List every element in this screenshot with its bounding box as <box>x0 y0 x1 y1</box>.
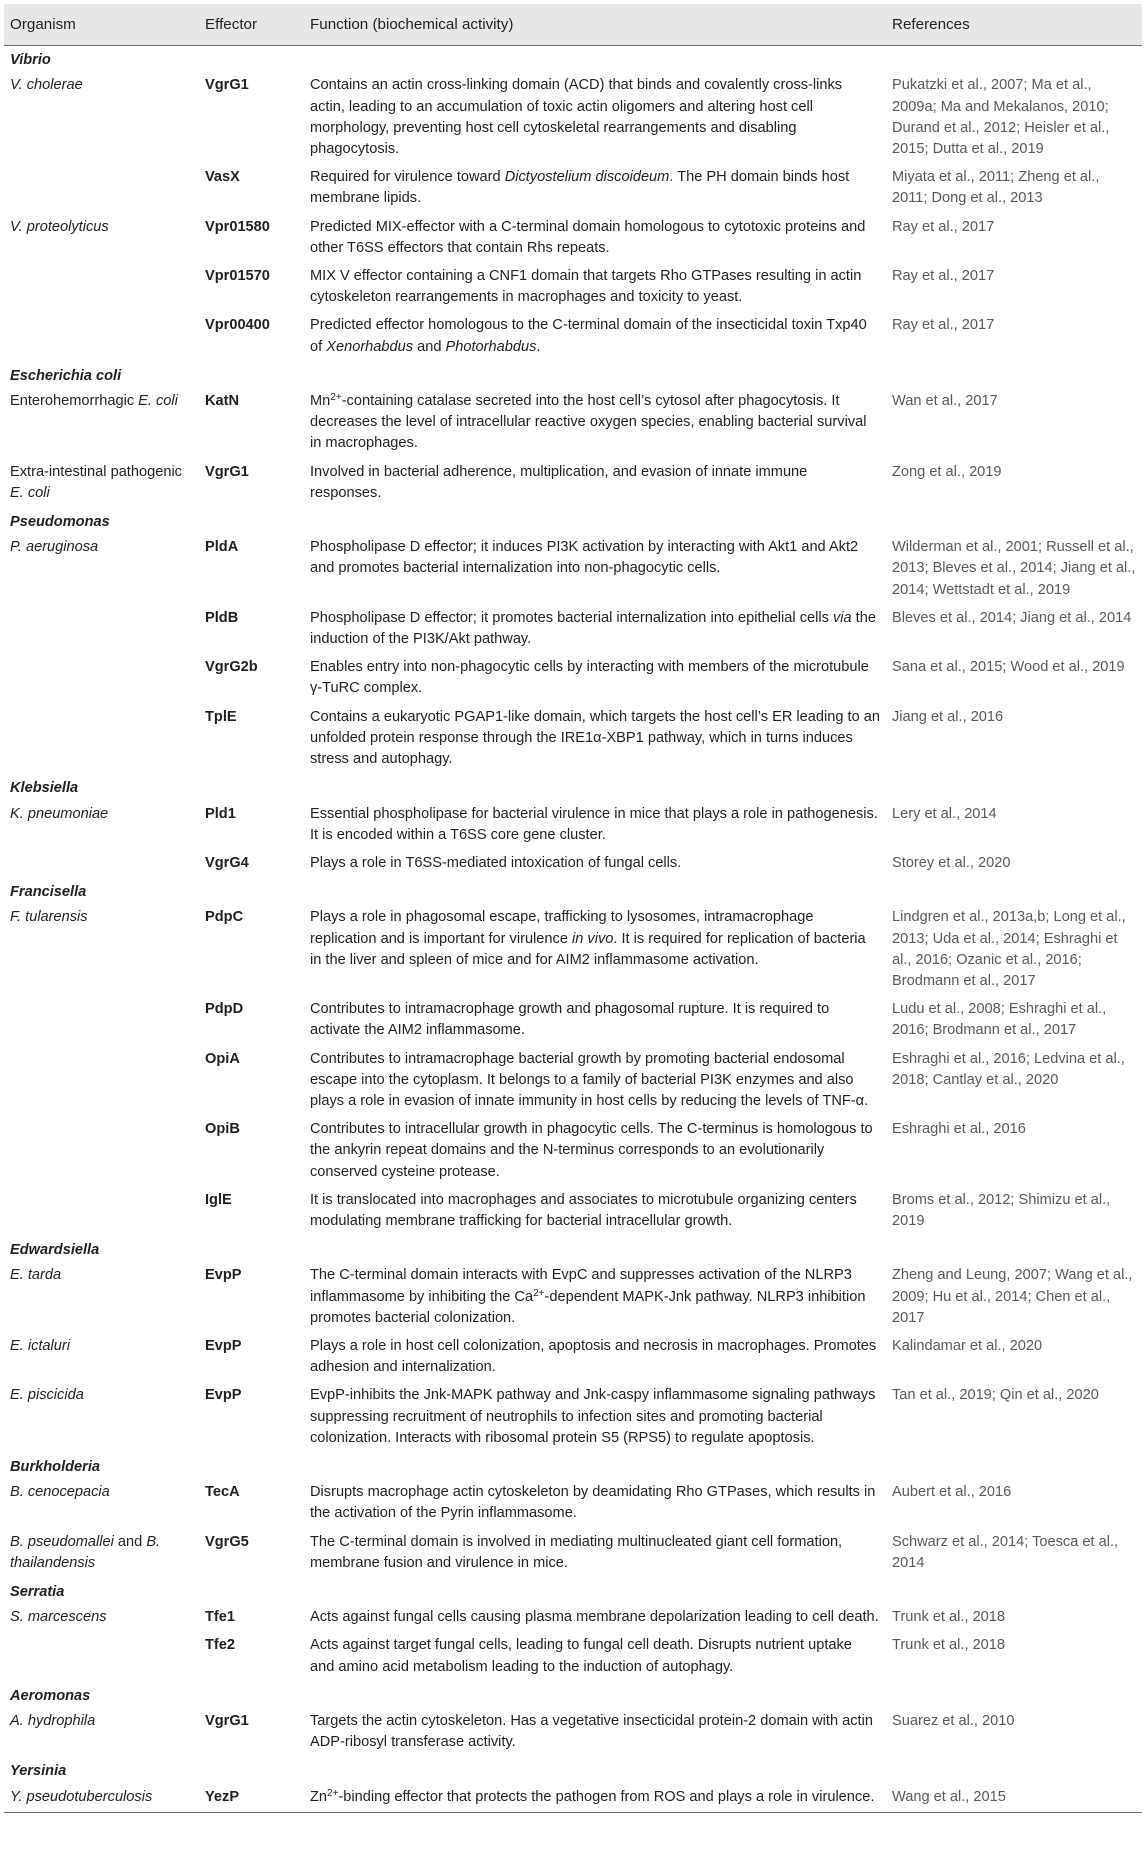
effector-cell: VgrG1 <box>205 463 249 480</box>
effector-cell: IglE <box>205 1191 232 1208</box>
function-cell: MIX V effector containing a CNF1 domain that targets Rho GTPases resulting in actin cytoskeleton rearrangements in macrophages and toxicity to yeast. <box>310 268 862 306</box>
table-row <box>4 388 1142 459</box>
table-row <box>4 850 1142 878</box>
group-label: Francisella <box>10 884 87 901</box>
function-cell: Involved in bacterial adherence, multiplication, and evasion of innate immune responses. <box>310 463 808 501</box>
effector-cell: Tfe1 <box>205 1609 236 1626</box>
effector-cell: VgrG1 <box>205 1713 249 1730</box>
references-cell: Broms et al., 2012; Shimizu et al., 2019 <box>892 1191 1111 1229</box>
table-row <box>4 704 1142 775</box>
function-cell: Predicted MIX-effector with a C-terminal domain homologous to cytotoxic proteins and other T6SS effectors that contain Rhs repeats. <box>310 218 866 256</box>
references-cell: Wang et al., 2015 <box>886 1784 1142 1813</box>
references-cell: Lindgren et al., 2013a,b; Long et al., 2013; Uda et al., 2014; Eshraghi et al., 2016; Ozanic et al., 2016; Brodmann et al., 2017 <box>892 909 1126 989</box>
function-cell: Acts against fungal cells causing plasma membrane depolarization leading to cell death. <box>310 1609 879 1626</box>
group-row <box>4 1236 1142 1262</box>
table-row <box>4 1333 1142 1382</box>
table-body <box>4 46 1142 1813</box>
function-cell: $Zn^{2+}$-binding effector that protects the pathogen from ROS and plays a role in virulence. <box>304 1784 886 1813</box>
table-row <box>4 1046 1142 1117</box>
group-label: Pseudomonas <box>10 514 110 531</box>
table-header <box>4 4 1142 46</box>
group-row <box>4 1682 1142 1708</box>
organism-cell: F. tularensis <box>10 909 88 926</box>
organism-cell <box>4 704 199 775</box>
references-cell: Sana et al., 2015; Wood et al., 2019 <box>892 659 1125 676</box>
function-cell: Essential phospholipase for bacterial virulence in mice that plays a role in pathogenesis. It is encoded within a T6SS core gene cluster. <box>310 805 878 843</box>
function-cell: $Mn^{2+}$-containing catalase secreted into the host cell’s cytosol after phagocytosis. It decreases the level of intracellular reactive oxygen species, enabling bacterial survival in macrophages. <box>310 392 867 452</box>
header-row <box>4 4 1142 46</box>
organism-cell: Extra-intestinal pathogenic E. coli <box>10 463 182 501</box>
references-cell: Bleves et al., 2014; Jiang et al., 2014 <box>892 609 1132 626</box>
effector-cell: PdpC <box>205 909 244 926</box>
table-row <box>4 1479 1142 1528</box>
table-row <box>4 1262 1142 1333</box>
effector-cell: TplE <box>205 708 237 725</box>
organism-cell: V. proteolyticus <box>10 218 109 235</box>
references-cell: Schwarz et al., 2014; Toesca et al., 2014 <box>892 1533 1119 1571</box>
effector-cell: KatN <box>205 393 240 410</box>
organism-cell: E. piscicida <box>10 1387 84 1404</box>
references-cell: Storey et al., 2020 <box>892 854 1011 871</box>
organism-cell: Y. pseudotuberculosis <box>4 1784 199 1813</box>
organism-cell: E. ictaluri <box>10 1337 71 1354</box>
organism-cell <box>4 1187 199 1236</box>
references-cell: Ludu et al., 2008; Eshraghi et al., 2016; Brodmann et al., 2017 <box>892 1001 1107 1039</box>
table-row <box>4 214 1142 263</box>
table-row <box>4 1632 1142 1681</box>
group-row <box>4 362 1142 388</box>
table-row <box>4 1382 1142 1453</box>
table-row <box>4 1708 1142 1757</box>
function-cell: Targets the actin cytoskeleton. Has a vegetative insecticidal protein-2 domain with actin ADP-ribosyl transferase activity. <box>310 1713 873 1751</box>
references-cell: Trunk et al., 2018 <box>892 1637 1006 1654</box>
organism-cell <box>4 605 199 654</box>
references-cell: Kalindamar et al., 2020 <box>892 1337 1043 1354</box>
function-cell: Phospholipase D effector; it induces PI3K activation by interacting with Akt1 and Akt2 and promotes bacterial internalization into non-phagocytic cells. <box>310 539 859 577</box>
organism-cell: Enterohemorrhagic E. coli <box>10 393 178 410</box>
table-row <box>4 459 1142 508</box>
function-cell: The C-terminal domain interacts with EvpC and suppresses activation of the NLRP3 inflammasome by inhibiting the $Ca^{2+}$-dependent MAPK-Jnk pathway. NLRP3 inhibition promotes bacterial colonization. <box>310 1267 866 1326</box>
group-row <box>4 1578 1142 1604</box>
table-row <box>4 263 1142 312</box>
table-row <box>4 164 1142 213</box>
effector-cell: VgrG5 <box>205 1533 249 1550</box>
table-row <box>4 1187 1142 1236</box>
references-cell: Eshraghi et al., 2016; Ledvina et al., 2018; Cantlay et al., 2020 <box>892 1050 1125 1088</box>
table-row <box>4 72 1142 164</box>
function-cell: Phospholipase D effector; it promotes bacterial internalization into epithelial cells via the induction of the PI3K/Akt pathway. <box>310 609 876 648</box>
organism-cell: B. cenocepacia <box>10 1484 110 1501</box>
function-cell: Contains a eukaryotic PGAP1-like domain, which targets the host cell’s ER leading to an unfolded protein response through the IRE1α-XBP1 pathway, which in turns induces stress and autophagy. <box>310 708 880 768</box>
function-cell: Plays a role in host cell colonization, apoptosis and necrosis in macrophages. Promotes adhesion and internalization. <box>310 1337 877 1376</box>
effector-cell: PdpD <box>205 1001 244 1018</box>
effector-cell: PldB <box>205 609 239 626</box>
function-cell: Plays a role in phagosomal escape, trafficking to lysosomes, intramacrophage replication and is important for virulence in vivo. It is required for replication of bacteria in the liver and spleen of mice and for AIM2 inflammasome activation. <box>310 909 866 968</box>
references-cell: Trunk et al., 2018 <box>892 1609 1006 1626</box>
references-cell: Pukatzki et al., 2007; Ma et al., 2009a; Ma and Mekalanos, 2010; Durand et al., 2012; Heisler et al., 2015; Dutta et al., 2019 <box>892 77 1110 158</box>
table-row <box>4 605 1142 654</box>
table-row <box>4 996 1142 1045</box>
organism-cell <box>4 1116 199 1187</box>
effector-table <box>4 4 1142 1813</box>
function-cell: EvpP-inhibits the Jnk-MAPK pathway and Jnk-caspy inflammasome signaling pathways suppressing recruitment of neutrophils to infection sites and promoting bacterial colonization. Interacts with ribosomal protein S5 (RPS5) to regulate apoptosis. <box>310 1387 876 1446</box>
effector-cell: YezP <box>199 1784 304 1813</box>
table-row <box>4 1116 1142 1187</box>
organism-cell: V. cholerae <box>10 77 83 94</box>
table-row <box>4 1529 1142 1578</box>
function-cell: Acts against target fungal cells, leading to fungal cell death. Disrupts nutrient uptake and amino acid metabolism leading to the induction of autophagy. <box>310 1637 852 1675</box>
function-cell: Plays a role in T6SS-mediated intoxication of fungal cells. <box>310 854 682 871</box>
references-cell: Eshraghi et al., 2016 <box>892 1121 1026 1138</box>
references-cell: Ray et al., 2017 <box>892 317 995 334</box>
group-label: Vibrio <box>10 52 51 69</box>
effector-cell: Vpr00400 <box>205 317 270 334</box>
table-row <box>4 1604 1142 1632</box>
references-cell: Jiang et al., 2016 <box>892 708 1004 725</box>
group-label: Edwardsiella <box>10 1242 100 1259</box>
table-row <box>4 312 1142 361</box>
organism-cell <box>4 850 199 878</box>
effector-cell: EvpP <box>205 1267 242 1284</box>
function-cell: Contributes to intracellular growth in phagocytic cells. The C-terminus is homologous to the ankyrin repeat domains and the N-terminus corresponds to an evolutionarily conserved cysteine protease. <box>310 1121 873 1180</box>
effector-cell: PldA <box>205 539 239 556</box>
effector-cell: EvpP <box>205 1387 242 1404</box>
organism-cell <box>4 164 199 213</box>
organism-cell <box>4 654 199 703</box>
header-references: References <box>886 4 1142 46</box>
function-cell: Disrupts macrophage actin cytoskeleton by deamidating Rho GTPases, which results in the activation of the Pyrin inflammasome. <box>310 1484 876 1522</box>
group-label: Aeromonas <box>10 1687 91 1704</box>
references-cell: Miyata et al., 2011; Zheng et al., 2011; Dong et al., 2013 <box>892 169 1100 207</box>
references-cell: Suarez et al., 2010 <box>892 1713 1015 1730</box>
group-row <box>4 878 1142 904</box>
group-row <box>4 508 1142 534</box>
organism-cell: A. hydrophila <box>10 1713 96 1730</box>
effector-cell: VgrG4 <box>205 854 249 871</box>
group-label: Yersinia <box>10 1763 67 1780</box>
header-organism: Organism <box>4 4 199 46</box>
table-row <box>4 801 1142 850</box>
references-cell: Wan et al., 2017 <box>892 393 998 410</box>
effector-cell: Tfe2 <box>205 1637 236 1654</box>
organism-cell <box>4 263 199 312</box>
function-cell: Contributes to intramacrophage bacterial growth by promoting bacterial endosomal escape into the cytoplasm. It belongs to a family of bacterial PI3K enzymes and also plays a role in evasion of innate immunity in host cells by reducing the levels of TNF-α. <box>310 1050 869 1109</box>
function-cell: It is translocated into macrophages and associates to microtubule organizing centers modulating membrane trafficking for bacterial intracellular growth. <box>310 1191 857 1229</box>
group-row <box>4 774 1142 800</box>
effector-cell: Vpr01570 <box>205 268 270 285</box>
references-cell: Wilderman et al., 2001; Russell et al., 2013; Bleves et al., 2014; Jiang et al., 2014; Wettstadt et al., 2019 <box>892 539 1136 598</box>
effector-cell: VgrG2b <box>205 659 258 676</box>
organism-cell <box>4 1046 199 1117</box>
group-row <box>4 1757 1142 1783</box>
group-row <box>4 46 1142 73</box>
organism-cell: S. marcescens <box>10 1609 107 1626</box>
references-cell: Ray et al., 2017 <box>892 218 995 235</box>
organism-cell: P. aeruginosa <box>10 539 99 556</box>
references-cell: Ray et al., 2017 <box>892 268 995 285</box>
function-cell: Contains an actin cross-linking domain (ACD) that binds and covalently cross-links actin, leading to an accumulation of toxic actin oligomers and altering host cell morphology, preventing host cell cytoskeletal rearrangements and disabling phagocytosis. <box>310 77 843 158</box>
group-label: Burkholderia <box>10 1458 101 1475</box>
table-row <box>4 904 1142 996</box>
table-row <box>4 1784 1142 1813</box>
header-function: Function (biochemical activity) <box>304 4 886 46</box>
table-row <box>4 534 1142 605</box>
effector-cell: OpiB <box>205 1121 240 1138</box>
effector-cell: EvpP <box>205 1337 242 1354</box>
organism-cell: E. tarda <box>10 1267 62 1284</box>
references-cell: Zong et al., 2019 <box>892 463 1002 480</box>
references-cell: Lery et al., 2014 <box>892 805 997 822</box>
group-label: Escherichia coli <box>10 367 122 384</box>
effector-cell: VgrG1 <box>205 77 249 94</box>
function-cell: Predicted effector homologous to the C-terminal domain of the insecticidal toxin Txp40 of Xenorhabdus and Photorhabdus. <box>310 317 867 355</box>
function-cell: The C-terminal domain is involved in mediating multinucleated giant cell formation, membrane fusion and virulence in mice. <box>310 1533 843 1571</box>
group-label: Klebsiella <box>10 780 79 797</box>
references-cell: Aubert et al., 2016 <box>892 1484 1012 1501</box>
table-row <box>4 654 1142 703</box>
organism-cell: B. pseudomallei and B. thailandensis <box>10 1533 161 1571</box>
function-cell: Contributes to intramacrophage growth and phagosomal rupture. It is required to activate the AIM2 inflammasome. <box>310 1001 830 1039</box>
organism-cell <box>4 312 199 361</box>
references-cell: Zheng and Leung, 2007; Wang et al., 2009; Hu et al., 2014; Chen et al., 2017 <box>892 1267 1133 1326</box>
organism-cell <box>4 996 199 1045</box>
effector-cell: TecA <box>205 1484 240 1501</box>
references-cell: Tan et al., 2019; Qin et al., 2020 <box>892 1387 1099 1404</box>
header-effector: Effector <box>199 4 304 46</box>
effector-cell: Pld1 <box>205 805 236 822</box>
organism-cell <box>4 1632 199 1681</box>
effector-cell: OpiA <box>205 1050 240 1067</box>
group-row <box>4 1453 1142 1479</box>
function-cell: Enables entry into non-phagocytic cells by interacting with members of the microtubule γ-TuRC complex. <box>310 659 869 697</box>
effector-cell: VasX <box>205 169 240 186</box>
function-cell: Required for virulence toward Dictyostelium discoideum. The PH domain binds host membrane lipids. <box>310 169 850 207</box>
group-label: Serratia <box>10 1584 65 1600</box>
effector-cell: Vpr01580 <box>205 218 270 235</box>
organism-cell: K. pneumoniae <box>10 805 109 822</box>
